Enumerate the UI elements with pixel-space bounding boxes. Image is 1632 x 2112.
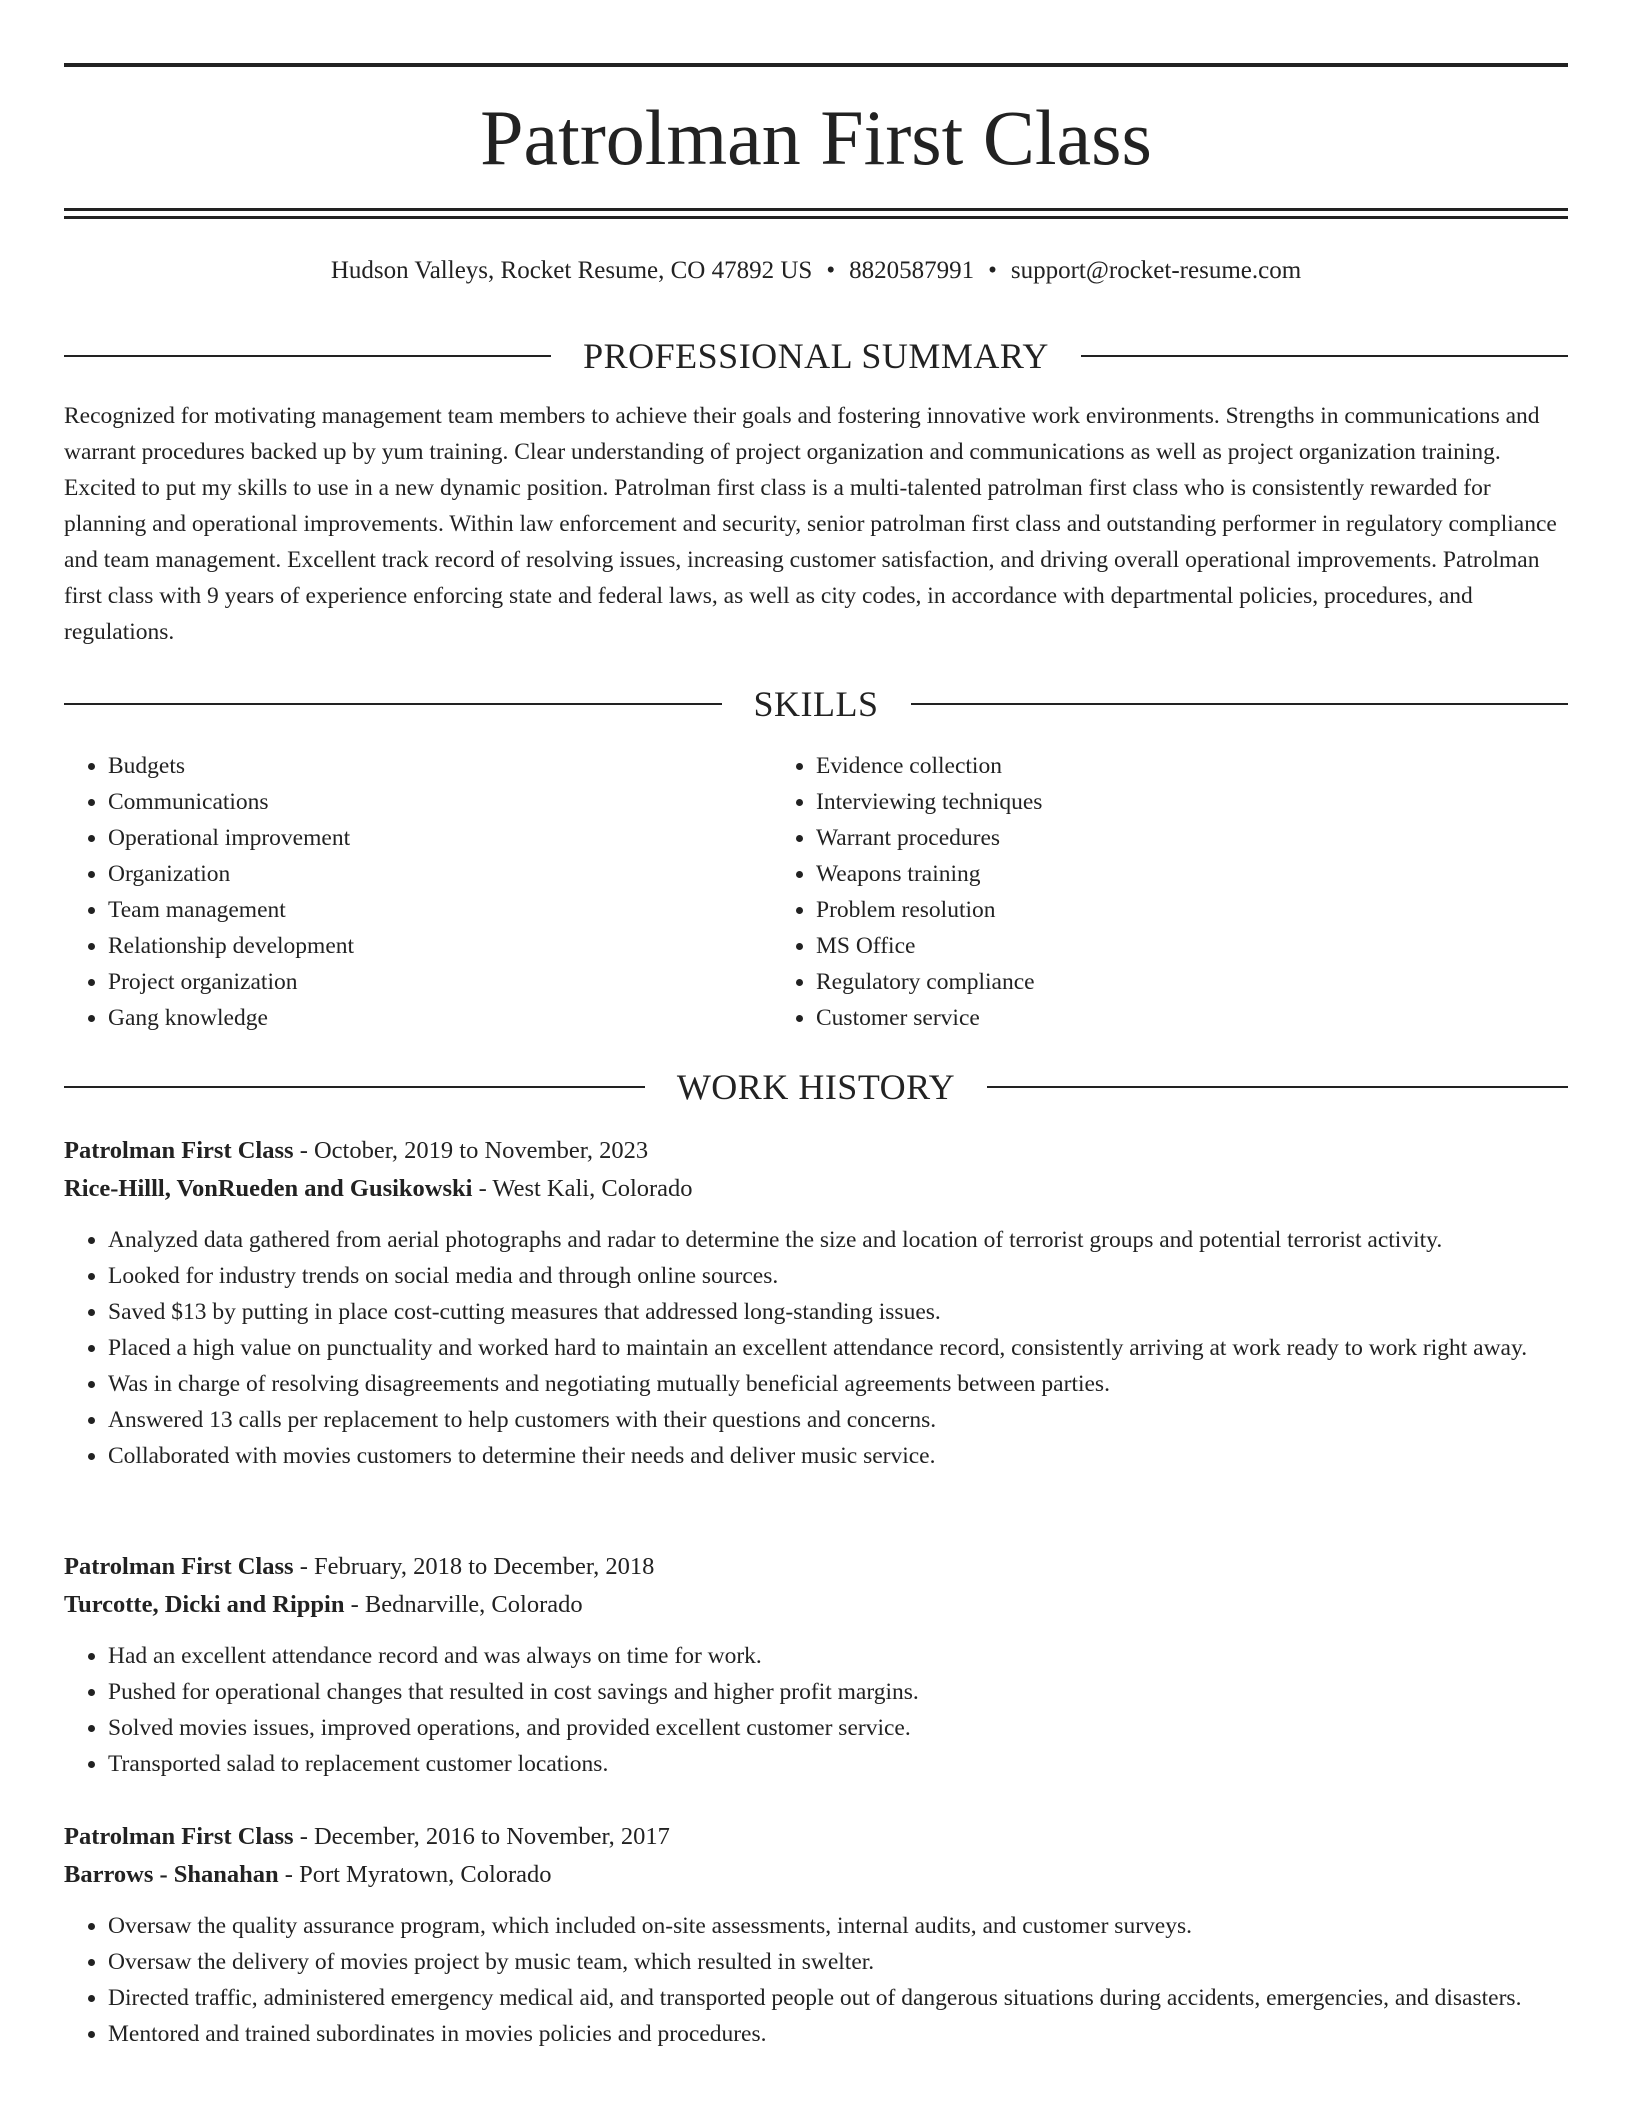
work-history-heading (64, 1065, 1568, 1109)
summary-text: Recognized for motivating management team members to achieve their goals and fostering innovative work environments. Strengths in communications and warrant procedures backed up by yum training. Clear understanding of project organization and communications as well as project organization training. Excited to put my skills to use in a new dynamic position. Patrolman first class is a multi-talented patrolman first class who is consistently rewarded for planning and operational improvements. Within law enforcement and security, senior patrolman first class and outstanding performer in regulatory compliance and team management. Excellent track record of resolving issues, increasing customer satisfaction, and driving overall operational improvements. Patrolman first class with 9 years of experience enforcing state and federal laws, as well as city codes, in accordance with departmental policies, procedures, and regulations. (64, 403, 1557, 645)
job-bullet: • Collaborated with movies customers to determine their needs and deliver music service. (108, 1438, 1568, 1474)
dash: - (293, 1553, 314, 1580)
job-company-line (64, 1586, 1568, 1624)
job-bullet: • Answered 13 calls per replacement to help customers with their questions and concerns. (108, 1402, 1568, 1438)
top-rule (64, 63, 1568, 67)
dash: - (344, 1591, 365, 1618)
job-bullet: • Was in charge of resolving disagreements and negotiating mutually beneficial agreements between parties. (108, 1366, 1568, 1402)
skills-column-left (64, 748, 772, 1036)
skill-item: • Budgets (108, 748, 772, 784)
skill-item: • Relationship development (108, 928, 772, 964)
summary-heading (64, 334, 1568, 378)
job-bullet: • Mentored and trained subordinates in movies policies and procedures. (108, 2016, 1568, 2052)
skill-item: • Operational improvement (108, 820, 772, 856)
job-bullets (64, 1638, 1568, 1782)
heading-rule-left (64, 355, 551, 357)
job-bullets (64, 1908, 1568, 2052)
heading-rule-left (64, 703, 722, 705)
job-bullet: • Oversaw the quality assurance program, which included on-site assessments, internal audits, and customer surveys. (108, 1908, 1568, 1944)
job-bullet: • Solved movies issues, improved operations, and provided excellent customer service. (108, 1710, 1568, 1746)
job-company-line (64, 1170, 1568, 1208)
dash: - (472, 1175, 493, 1202)
job-bullet: • Directed traffic, administered emergency medical aid, and transported people out of dangerous situations during accidents, emergencies, and disasters. (108, 1980, 1568, 2016)
heading-rule-right (911, 703, 1569, 705)
job-bullets (64, 1222, 1568, 1474)
job-bullet: • Pushed for operational changes that resulted in cost savings and higher profit margins. (108, 1674, 1568, 1710)
skills-heading (64, 682, 1568, 726)
summary-heading-label: PROFESSIONAL SUMMARY (583, 336, 1049, 376)
heading-rule-right (1081, 355, 1568, 357)
job-bullet: • Saved $13 by putting in place cost-cutting measures that addressed long-standing issues. (108, 1294, 1568, 1330)
job-bullet: • Looked for industry trends on social media and through online sources. (108, 1258, 1568, 1294)
skill-item: • Weapons training (816, 856, 1480, 892)
skill-item: • Regulatory compliance (816, 964, 1480, 1000)
skills-heading-label: SKILLS (753, 684, 879, 724)
job-title: Patrolman First Class (64, 1553, 294, 1580)
contact-address: Hudson Valleys, Rocket Resume, CO 47892 US (330, 257, 813, 284)
skill-item: • Organization (108, 856, 772, 892)
contact-separator: • (988, 257, 997, 284)
job-entry (64, 1818, 1568, 2052)
job-title-line (64, 1548, 1568, 1586)
contact-separator: • (826, 257, 836, 284)
skill-item: • Evidence collection (816, 748, 1480, 784)
contact-email: support@rocket-resume.com (1010, 257, 1302, 284)
job-bullet: • Analyzed data gathered from aerial photographs and radar to determine the size and location of terrorist groups and potential terrorist activity. (108, 1222, 1568, 1258)
job-location: West Kali, Colorado (492, 1175, 693, 1202)
heading-rule-left (64, 1086, 645, 1088)
job-bullet: • Had an excellent attendance record and was always on time for work. (108, 1638, 1568, 1674)
job-bullet: • Oversaw the delivery of movies project by music team, which resulted in swelter. (108, 1944, 1568, 1980)
dash: - (293, 1823, 314, 1850)
job-bullet: • Transported salad to replacement customer locations. (108, 1746, 1568, 1782)
skills-list (64, 748, 1568, 1036)
job-dates: December, 2016 to November, 2017 (313, 1823, 670, 1850)
job-entry (64, 1132, 1568, 1474)
job-entry (64, 1548, 1568, 1782)
job-title: Patrolman First Class (64, 1823, 294, 1850)
job-title: Patrolman First Class (64, 1137, 294, 1164)
skill-item: • Interviewing techniques (816, 784, 1480, 820)
job-company: Rice-Hilll, VonRueden and Gusikowski (64, 1175, 473, 1202)
skill-item: • Communications (108, 784, 772, 820)
heading-rule-right (987, 1086, 1568, 1088)
skill-item: • Warrant procedures (816, 820, 1480, 856)
job-bullet: • Placed a high value on punctuality and worked hard to maintain an excellent attendance record, consistently arriving at work ready to work right away. (108, 1330, 1568, 1366)
job-company: Barrows - Shanahan (64, 1861, 279, 1888)
work-history-heading-label: WORK HISTORY (676, 1067, 956, 1107)
contact-phone: 8820587991 (849, 257, 975, 284)
skill-item: • Project organization (108, 964, 772, 1000)
title-rule-lower (64, 216, 1568, 219)
contact-line (64, 254, 1568, 288)
skill-item: • Customer service (816, 1000, 1480, 1036)
skill-item: • Gang knowledge (108, 1000, 772, 1036)
job-company-line (64, 1856, 1568, 1894)
title-rule-upper (64, 208, 1568, 211)
job-dates: October, 2019 to November, 2023 (313, 1137, 649, 1164)
dash: - (278, 1861, 300, 1888)
skills-column-right (772, 748, 1480, 1036)
skill-item: • Team management (108, 892, 772, 928)
skill-item: • Problem resolution (816, 892, 1480, 928)
job-location: Bednarville, Colorado (364, 1591, 583, 1618)
skill-item: • MS Office (816, 928, 1480, 964)
job-title-line (64, 1132, 1568, 1170)
job-dates: February, 2018 to December, 2018 (313, 1553, 655, 1580)
job-company: Turcotte, Dicki and Rippin (64, 1591, 345, 1618)
resume-title: Patrolman First Class (480, 94, 1152, 181)
dash: - (293, 1137, 314, 1164)
job-location: Port Myratown, Colorado (299, 1861, 552, 1888)
job-title-line (64, 1818, 1568, 1856)
